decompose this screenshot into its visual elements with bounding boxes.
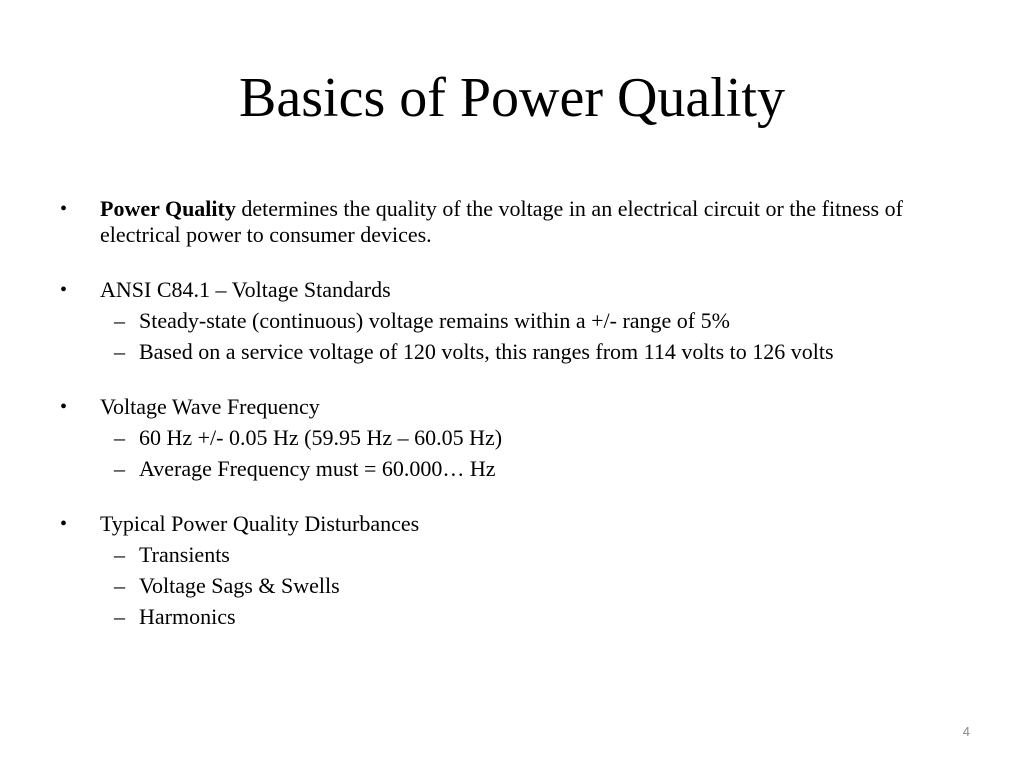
bullet-text [100,196,980,248]
bullet-marker: • [60,198,68,220]
sub-bullet-marker: – [114,339,125,364]
bullet-item [60,277,980,365]
sub-bullet-text: Based on a service voltage of 120 volts, this ranges from 114 volts to 126 volts [139,339,834,364]
sub-bullet-text: Harmonics [139,604,236,629]
bullet-term: Power Quality [100,196,236,221]
sub-bullet-item [100,425,980,451]
bullet-body [100,196,980,248]
sub-bullet-marker: – [114,456,125,481]
bullet-body [100,511,980,630]
sub-bullet-item [100,542,980,568]
sub-bullet-item [100,308,980,334]
sub-bullet-item [100,573,980,599]
bullet-label: Typical Power Quality Disturbances [100,511,420,536]
slide-number: 4 [962,724,970,739]
bullet-marker: • [60,513,68,535]
bullet-text [100,277,980,303]
bullet-item [60,196,980,248]
sub-bullet-text: Transients [139,542,230,567]
bullet-body [100,277,980,365]
bullet-label: Voltage Wave Frequency [100,394,320,419]
bullet-item [60,394,980,482]
sub-bullet-marker: – [114,573,125,598]
sub-bullet-marker: – [114,308,125,333]
bullet-marker: • [60,396,68,418]
bullet-label: determines the quality of the voltage in an electrical circuit or the fitness of electrical power to consumer devices. [100,196,903,247]
sub-bullet-marker: – [114,542,125,567]
bullet-item [60,511,980,630]
sub-bullet-item [100,339,980,365]
bullet-label: ANSI C84.1 – Voltage Standards [100,277,391,302]
sub-bullet-text: Steady-state (continuous) voltage remains within a +/- range of 5% [139,308,730,333]
sub-bullet-list [100,542,980,630]
sub-bullet-item [100,604,980,630]
sub-bullet-list [100,425,980,482]
bullet-list [60,196,980,630]
sub-bullet-item [100,456,980,482]
sub-bullet-text: 60 Hz +/- 0.05 Hz (59.95 Hz – 60.05 Hz) [139,425,503,450]
sub-bullet-text: Average Frequency must = 60.000… Hz [139,456,496,481]
sub-bullet-marker: – [114,425,125,450]
sub-bullet-list [100,308,980,365]
bullet-marker: • [60,279,68,301]
slide-title: Basics of Power Quality [239,67,785,129]
sub-bullet-text: Voltage Sags & Swells [139,573,340,598]
bullet-text [100,511,980,537]
sub-bullet-marker: – [114,604,125,629]
bullet-body [100,394,980,482]
bullet-text [100,394,980,420]
